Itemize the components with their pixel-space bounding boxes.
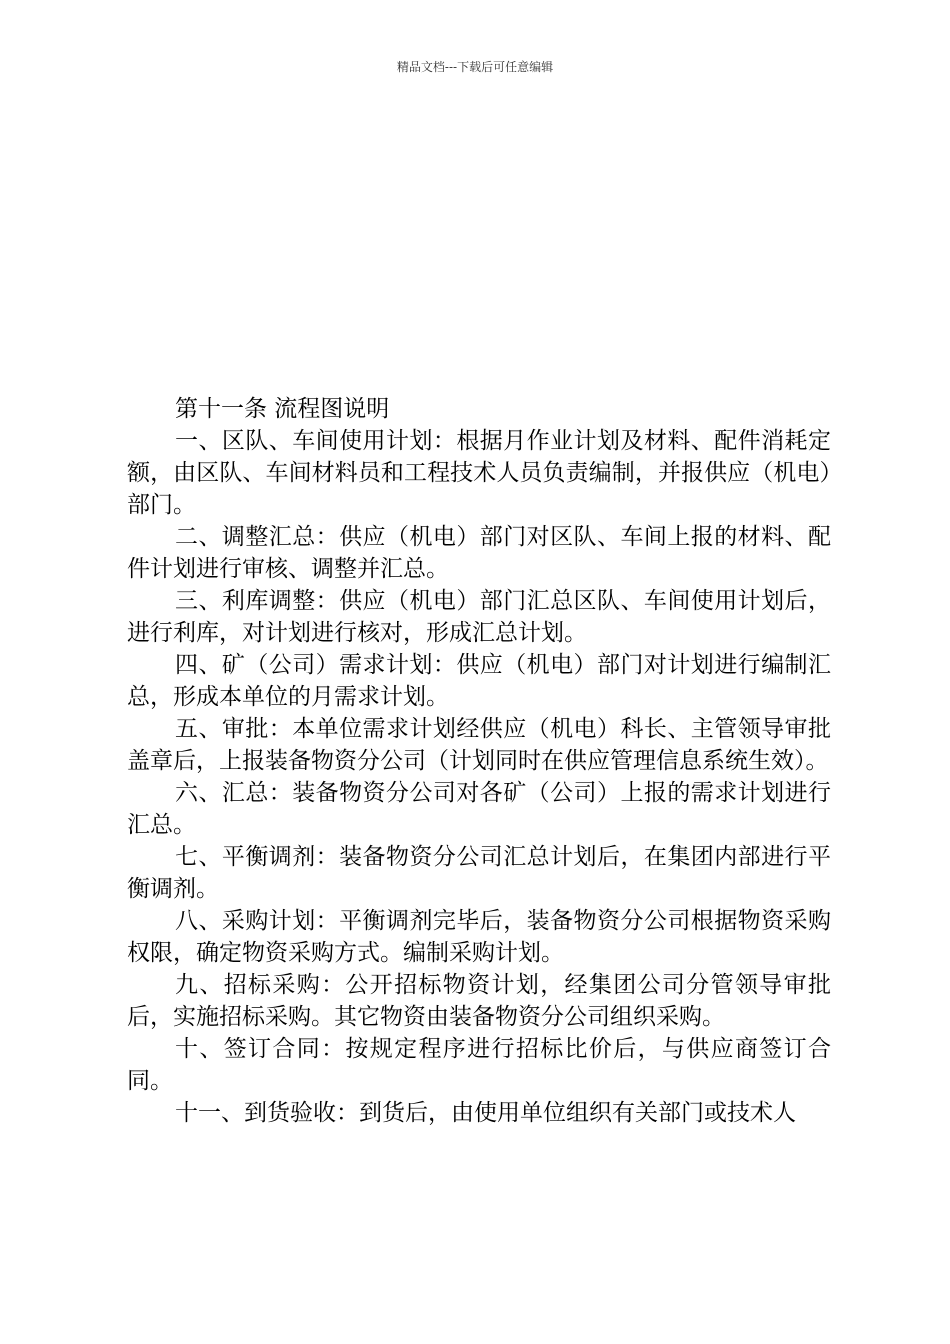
paragraph-8: 八、采购计划：平衡调剂完毕后，装备物资分公司根据物资采购权限，确定物资采购方式。编制采购计划。 [127,908,831,966]
paragraph-11: 十一、到货验收：到货后，由使用单位组织有关部门或技术人 [175,1100,796,1126]
paragraph-6: 六、汇总：装备物资分公司对各矿（公司）上报的需求计划进行汇总。 [127,780,831,838]
paragraph-1: 一、区队、车间使用计划：根据月作业计划及材料、配件消耗定额，由区队、车间材料员和工程技术人员负责编制，并报供应（机电）部门。 [127,428,831,518]
paragraph-10: 十、签订合同：按规定程序进行招标比价后，与供应商签订合同。 [127,1036,831,1094]
paragraph-7: 七、平衡调剂：装备物资分公司汇总计划后，在集团内部进行平衡调剂。 [127,844,831,902]
paragraph-2: 二、调整汇总：供应（机电）部门对区队、车间上报的材料、配件计划进行审核、调整并汇总。 [127,524,831,582]
page-header: 精品文档---下载后可任意编辑 [396,60,554,74]
section-title: 第十一条 流程图说明 [175,396,390,422]
paragraph-9: 九、招标采购：公开招标物资计划，经集团公司分管领导审批后，实施招标采购。其它物资由装备物资分公司组织采购。 [127,972,831,1030]
paragraph-5: 五、审批：本单位需求计划经供应（机电）科长、主管领导审批盖章后，上报装备物资分公司（计划同时在供应管理信息系统生效）。 [127,716,831,774]
paragraph-3: 三、利库调整：供应（机电）部门汇总区队、车间使用计划后，进行利库，对计划进行核对，形成汇总计划。 [127,588,831,646]
document-body [127,393,831,1129]
paragraph-4: 四、矿（公司）需求计划：供应（机电）部门对计划进行编制汇总，形成本单位的月需求计划。 [127,652,831,710]
